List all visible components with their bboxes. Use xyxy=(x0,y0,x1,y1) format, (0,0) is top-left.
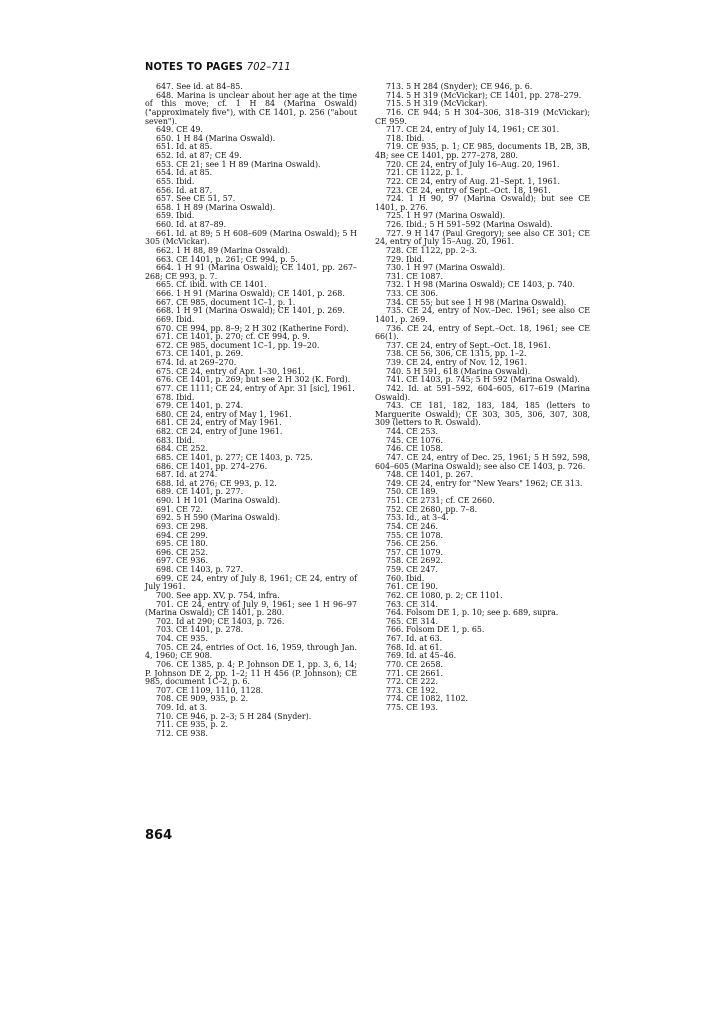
footnote: 679. CE 1401, p. 274. xyxy=(156,401,244,411)
footnote: 763. CE 314. xyxy=(386,599,438,609)
footnote: 697. CE 936. xyxy=(156,556,208,566)
footnote: 652. Id. at 87; CE 49. xyxy=(156,151,242,160)
footnote: 663. CE 1401, p. 261; CE 994, p. 5. xyxy=(156,254,298,264)
footnote: 762. CE 1080, p. 2; CE 1101. xyxy=(386,590,503,600)
footnote: 747. CE 24, entry of Dec. 25, 1961; 5 H 592, 598, 604–605 (Marina Oswald); see also CE 1403, p. 726. xyxy=(375,452,590,471)
footnote: 731. CE 1087. xyxy=(386,271,443,281)
footnote: 667. CE 985, document 1C–1, p. 1. xyxy=(156,297,296,307)
footnote: 723. CE 24, entry of Sept.–Oct. 18, 1961. xyxy=(386,185,551,195)
footnote: 722. CE 24, entry of Aug. 21–Sept. 1, 1961. xyxy=(386,176,561,186)
footnote: 709. Id. at 3. xyxy=(156,703,208,712)
footnote: 752. CE 2680, pp. 7–8. xyxy=(386,504,478,514)
footnote: 770. CE 2658. xyxy=(386,659,443,669)
footnote: 702. Id at 290; CE 1403, p. 726. xyxy=(156,616,285,626)
footnote: 716. CE 944; 5 H 304–306, 318–319 (McVickar); CE 959. xyxy=(375,107,590,126)
footnote: 774. CE 1082, 1102. xyxy=(386,694,469,704)
footnote: 767. Id. at 63. xyxy=(386,634,443,643)
footnote: 765. CE 314. xyxy=(386,616,438,626)
footnote: 674. Id. at 269–270. xyxy=(156,358,237,367)
footnote: 688. Id. at 276; CE 993, p. 12. xyxy=(156,478,277,488)
footnote: 686. CE 1401, pp. 274–276. xyxy=(156,461,268,471)
footnote: 694. CE 299. xyxy=(156,530,208,540)
footnote: 775. CE 193. xyxy=(386,703,438,712)
footnote: 648. Marina is unclear about her age at the time of this move; cf. 1 H 84 (Marina Oswald) ("approximately five"), with CE 1401, p. 256 ("about seven"). xyxy=(145,90,357,126)
footnote: 730. 1 H 97 (Marina Oswald). xyxy=(386,263,506,273)
footnote: 698. CE 1403, p. 727. xyxy=(156,565,244,574)
footnote: 650. 1 H 84 (Marina Oswald). xyxy=(156,133,276,143)
footnote: 738. CE 56, 306, CE 1315, pp. 1–2. xyxy=(386,349,527,359)
footnote: 693. CE 298. xyxy=(156,521,208,531)
footnote: 658. 1 H 89 (Marina Oswald). xyxy=(156,202,276,212)
footnote: 741. CE 1403, p. 745; 5 H 592 (Marina Oswald). xyxy=(386,375,580,385)
footnote: 704. CE 935. xyxy=(156,634,208,643)
footnote: 732. 1 H 98 (Marina Oswald); CE 1403, p. 740. xyxy=(386,280,575,290)
notes-column-right xyxy=(375,83,590,713)
footnote: 707. CE 1109, 1110, 1128. xyxy=(156,685,264,695)
footnote: 703. CE 1401, p. 278. xyxy=(156,625,244,635)
footnote: 691. CE 72. xyxy=(156,504,203,514)
footnote: 705. CE 24, entries of Oct. 16, 1959, through Jan. 4, 1960; CE 908. xyxy=(145,642,357,661)
header-title: NOTES TO PAGES xyxy=(145,60,244,73)
footnote: 725. 1 H 97 (Marina Oswald). xyxy=(386,211,506,221)
footnote: 706. CE 1385, p. 4; P. Johnson DE 1, pp. 3, 6, 14; P. Johnson DE 2, pp. 1–2; 11 H 456 (P. Johnson); CE 985, document 1C–2, p. 6. xyxy=(145,659,357,687)
footnote: 656. Id. at 87. xyxy=(156,185,213,195)
footnote: 657. See CE 51, 57. xyxy=(156,194,236,204)
footnote: 685. CE 1401, p. 277; CE 1403, p. 725. xyxy=(156,452,313,462)
footnote: 740. 5 H 591, 618 (Marina Oswald). xyxy=(386,366,531,376)
footnote: 754. CE 246. xyxy=(386,521,438,531)
notes-column-left xyxy=(145,83,357,739)
footnote: 659. Ibid. xyxy=(156,211,195,221)
footnote: 728. CE 1122, pp. 2–3. xyxy=(386,245,478,255)
footnote: 717. CE 24, entry of July 14, 1961; CE 301. xyxy=(386,125,560,135)
footnote: 769. Id. at 45–46. xyxy=(386,651,457,661)
footnote: 735. CE 24, entry of Nov.–Dec. 1961; see also CE 1401, p. 269. xyxy=(375,306,590,324)
footnote: 760. Ibid. xyxy=(386,573,425,583)
footnote: 676. CE 1401, p. 269; but see 2 H 302 (K. Ford). xyxy=(156,375,351,385)
footnote: 649. CE 49. xyxy=(156,125,203,135)
footnote: 756. CE 256. xyxy=(386,539,438,549)
footnote: 651. Id. at 85. xyxy=(156,142,213,152)
footnote: 745. CE 1076. xyxy=(386,435,443,445)
footnote: 751. CE 2731; cf. CE 2660. xyxy=(386,496,495,505)
footnote: 758. CE 2692. xyxy=(386,556,443,566)
footnote: 700. See app. XV, p. 754, infra. xyxy=(156,590,280,600)
footnote: 695. CE 180. xyxy=(156,539,208,549)
footnote: 672. CE 985, document 1C–1, pp. 19–20. xyxy=(156,340,320,350)
footnote: 729. Ibid. xyxy=(386,254,425,264)
footnote: 768. Id. at 61. xyxy=(386,642,443,652)
footnote: 718. Ibid. xyxy=(386,133,425,143)
footnote: 654. Id. at 85. xyxy=(156,168,213,178)
footnote: 661. Id. at 89; 5 H 608–609 (Marina Oswald); 5 H 305 (McVickar). xyxy=(145,228,357,247)
footnote: 699. CE 24, entry of July 8, 1961; CE 24, entry of July 1961. xyxy=(145,573,357,592)
footnote: 671. CE 1401, p. 270; cf. CE 994, p. 9. xyxy=(156,332,310,342)
footnote: 719. CE 935, p. 1; CE 985, documents 1B, 2B, 3B, 4B; see CE 1401, pp. 277–278, 280. xyxy=(375,142,590,160)
footnote: 660. Id. at 87–89. xyxy=(156,220,227,229)
footnote: 773. CE 192. xyxy=(386,685,438,695)
footnote: 736. CE 24, entry of Sept.–Oct. 18, 1961; see CE 66(1). xyxy=(375,323,590,342)
footnote: 759. CE 247. xyxy=(386,565,438,574)
footnote: 711. CE 935, p. 2. xyxy=(156,720,229,730)
footnote: 689. CE 1401, p. 277. xyxy=(156,487,244,497)
footnote: 724. 1 H 90, 97 (Marina Oswald); but see CE 1401, p. 276. xyxy=(375,194,590,212)
footnote: 670. CE 994, pp. 8–9; 2 H 302 (Katherine Ford). xyxy=(156,323,349,333)
footnote: 647. See id. at 84–85. xyxy=(156,82,243,91)
footnote: 764. Folsom DE 1, p. 10; see p. 689, supra. xyxy=(386,608,559,618)
page-number: 864 xyxy=(145,828,173,843)
footnote: 687. Id. at 274. xyxy=(156,470,218,480)
footnote: 710. CE 946, p. 2–3; 5 H 284 (Snyder). xyxy=(156,711,312,721)
footnote: 744. CE 253. xyxy=(386,427,438,436)
footnote: 750. CE 189. xyxy=(386,487,438,497)
footnote: 696. CE 252. xyxy=(156,547,208,557)
footnote: 682. CE 24, entry of June 1961. xyxy=(156,427,283,436)
footnote: 746. CE 1058. xyxy=(386,444,443,454)
footnote: 755. CE 1078. xyxy=(386,530,443,540)
footnote: 753. Id., at 3–4. xyxy=(386,513,449,523)
footnote: 734. CE 55; but see 1 H 98 (Marina Oswald). xyxy=(386,297,567,307)
footnote: 739. CE 24, entry of Nov. 12, 1961. xyxy=(386,358,528,367)
footnote: 761. CE 190. xyxy=(386,582,438,592)
footnote: 749. CE 24, entry for "New Years" 1962; CE 313. xyxy=(386,478,583,488)
footnote: 721. CE 1122, p. 1. xyxy=(386,168,464,178)
footnote: 743. CE 181, 182, 183, 184, 185 (letters to Marguerite Oswald); CE 303, 305, 306, 307, 308, 309 (letters to R. Oswald). xyxy=(375,401,590,428)
footnote: 713. 5 H 284 (Snyder); CE 946, p. 6. xyxy=(386,82,533,91)
footnote: 673. CE 1401, p. 269. xyxy=(156,349,244,359)
footnote: 678. Ibid. xyxy=(156,392,195,402)
footnote: 748. CE 1401, p. 267. xyxy=(386,470,474,480)
footnote: 712. CE 938. xyxy=(156,728,208,738)
footnote: 653. CE 21; see 1 H 89 (Marina Oswald). xyxy=(156,159,321,169)
footnote: 666. 1 H 91 (Marina Oswald); CE 1401, p. 268. xyxy=(156,289,345,298)
footnote: 675. CE 24, entry of Apr. 1–30, 1961. xyxy=(156,366,305,376)
footnote: 668. 1 H 91 (Marina Oswald); CE 1401, p. 269. xyxy=(156,306,345,316)
footnote: 766. Folsom DE 1, p. 65. xyxy=(386,625,485,635)
page-header xyxy=(145,60,291,73)
footnote: 684. CE 252. xyxy=(156,444,208,454)
footnote: 771. CE 2661. xyxy=(386,668,443,678)
footnote: 655. Ibid. xyxy=(156,176,195,186)
footnote: 733. CE 306. xyxy=(386,289,438,298)
footnote: 757. CE 1079. xyxy=(386,547,443,557)
footnote: 715. 5 H 319 (McVickar). xyxy=(386,99,488,109)
footnote: 683. Ibid. xyxy=(156,435,195,445)
footnote: 727. 9 H 147 (Paul Gregory); see also CE 301; CE 24, entry of July 15–Aug. 20, 1961. xyxy=(375,228,590,247)
footnote: 772. CE 222. xyxy=(386,677,438,687)
footnote: 708. CE 909, 935, p. 2. xyxy=(156,694,249,704)
footnote: 669. Ibid. xyxy=(156,314,195,324)
footnote: 714. 5 H 319 (McVickar); CE 1401, pp. 278–279. xyxy=(386,90,582,100)
footnote: 720. CE 24, entry of July 16–Aug. 20, 1961. xyxy=(386,159,560,169)
footnote: 665. Cf. ibid. with CE 1401. xyxy=(156,280,267,290)
footnote: 690. 1 H 101 (Marina Oswald). xyxy=(156,496,281,505)
footnote: 681. CE 24, entry of May 1961. xyxy=(156,418,282,428)
footnote: 662. 1 H 88, 89 (Marina Oswald). xyxy=(156,245,291,255)
footnote: 677. CE 1111; CE 24, entry of Apr. 31 [sic], 1961. xyxy=(156,383,355,393)
footnote: 726. Ibid.; 5 H 591–592 (Marina Oswald). xyxy=(386,220,553,229)
footnote: 742. Id. at 591–592, 604–605, 617–619 (Marina Oswald). xyxy=(375,383,590,402)
footnote: 701. CE 24, entry of July 9, 1961; see 1 H 96–97 (Marina Oswald); CE 1401, p. 280. xyxy=(145,599,357,618)
footnote: 737. CE 24, entry of Sept.–Oct. 18, 1961. xyxy=(386,340,551,350)
header-page-range: 702–711 xyxy=(246,60,291,73)
footnote: 664. 1 H 91 (Marina Oswald); CE 1401, pp. 267–268; CE 993, p. 7. xyxy=(145,263,357,281)
footnote: 680. CE 24, entry of May 1, 1961. xyxy=(156,409,292,419)
footnote: 692. 5 H 590 (Marina Oswald). xyxy=(156,513,281,523)
